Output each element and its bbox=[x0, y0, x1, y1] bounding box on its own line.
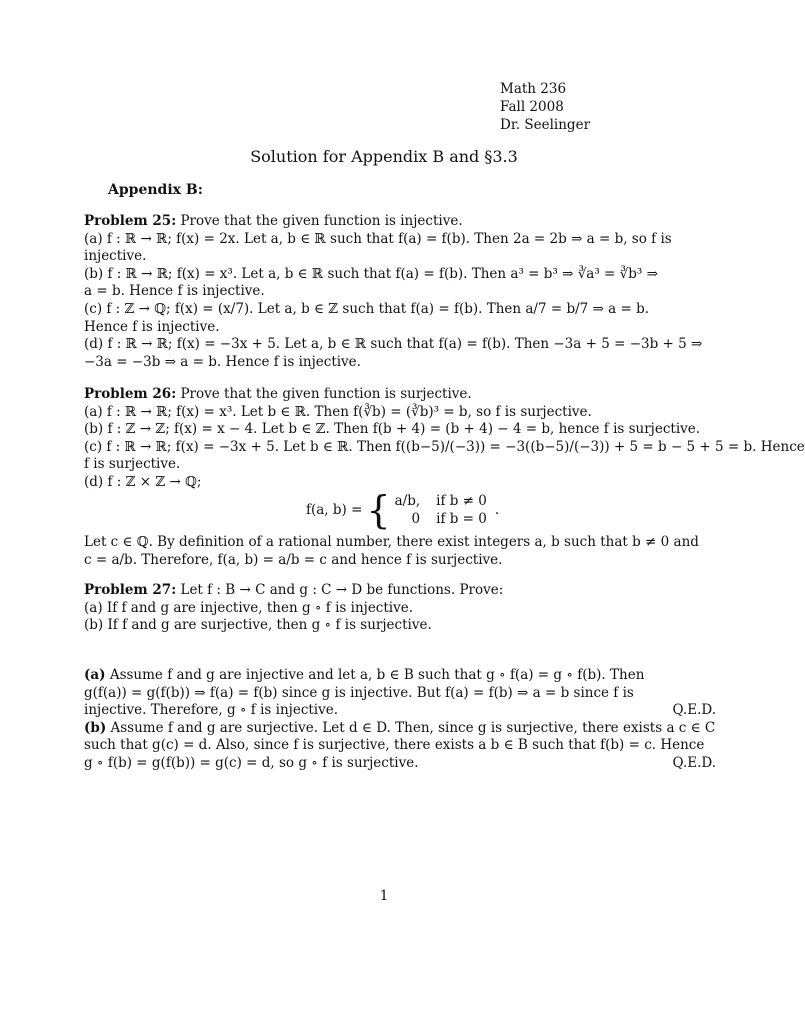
problem-statement: Let f : B → C and g : C → D be functions. Prove: bbox=[176, 582, 504, 598]
left-brace: { bbox=[366, 488, 391, 532]
proof-a-text: Assume f and g are injective and let a, b ∈ B such that g ∘ f(a) = g ∘ f(b). Then bbox=[105, 667, 645, 683]
case-1-condition: if b ≠ 0 bbox=[436, 493, 487, 509]
case-2-condition: if b = 0 bbox=[436, 511, 487, 527]
text-line: (a) If f and g are injective, then g ∘ f is injective. bbox=[84, 599, 414, 616]
text-line: (a) f : ℝ → ℝ; f(x) = x³. Let b ∈ ℝ. Then f(∛b) = (∛b)³ = b, so f is surjective. bbox=[84, 403, 592, 420]
text-line: Hence f is injective. bbox=[84, 318, 220, 335]
problem-26-header bbox=[84, 386, 716, 404]
problem-26-conclusion bbox=[84, 534, 716, 569]
problem-label: Problem 26: bbox=[84, 386, 177, 402]
piecewise-lhs: f(a, b) = bbox=[306, 502, 363, 518]
proof-b-end bbox=[84, 755, 716, 773]
case-2-value: 0 bbox=[411, 511, 421, 527]
proof-b-label: (b) bbox=[84, 719, 107, 736]
qed-mark: Q.E.D. bbox=[672, 754, 716, 771]
text-line: g(f(a)) = g(f(b)) ⇒ f(a) = f(b) since g is injective. But f(a) = f(b) ⇒ a = b since f is bbox=[84, 684, 634, 701]
piecewise-definition bbox=[306, 488, 500, 532]
text-line: f is surjective. bbox=[84, 456, 181, 473]
text-line: injective. bbox=[84, 248, 147, 265]
problem-label: Problem 27: bbox=[84, 582, 177, 598]
text-line: such that g(c) = d. Also, since f is surjective, there exists a b ∈ B such that f(b) = c. Hence bbox=[84, 737, 705, 754]
problem-27-header bbox=[84, 582, 716, 600]
text-line: g ∘ f(b) = g(f(b)) = g(c) = d, so g ∘ f is surjective. bbox=[84, 754, 419, 771]
text-line: (b) f : ℝ → ℝ; f(x) = x³. Let a, b ∈ ℝ such that f(a) = f(b). Then a³ = b³ ⇒ ∛a³ = ∛b³ ⇒ bbox=[84, 265, 658, 282]
problem-label: Problem 25: bbox=[84, 213, 177, 229]
text-line: a = b. Hence f is injective. bbox=[84, 283, 265, 300]
problem-25 bbox=[84, 213, 716, 371]
problem-statement: Prove that the given function is injective. bbox=[176, 213, 463, 229]
problem-26 bbox=[84, 386, 805, 492]
proof-a-line bbox=[84, 667, 716, 685]
text-line: (c) f : ℝ → ℝ; f(x) = −3x + 5. Let b ∈ ℝ. Then f((b−5)/(−3)) = −3((b−5)/(−3)) + 5 = b − 5 + 5 = b. Hence bbox=[84, 438, 805, 455]
document-title: Solution for Appendix B and §3.3 bbox=[250, 147, 518, 166]
text-line: injective. Therefore, g ∘ f is injective. bbox=[84, 702, 339, 719]
text-line: −3a = −3b ⇒ a = b. Hence f is injective. bbox=[84, 353, 361, 370]
piecewise-cases bbox=[395, 493, 487, 527]
problem-25-header bbox=[84, 213, 716, 231]
text-line: (d) f : ℝ → ℝ; f(x) = −3x + 5. Let a, b ∈ ℝ such that f(a) = f(b). Then −3a + 5 = −3b + 5 ⇒ bbox=[84, 336, 703, 353]
proof-a-end bbox=[84, 702, 716, 720]
proof-a-label: (a) bbox=[84, 667, 106, 683]
course-header bbox=[500, 80, 590, 134]
text-line: (b) f : ℤ → ℤ; f(x) = x − 4. Let b ∈ ℤ. Then f(b + 4) = (b + 4) − 4 = b, hence f is surjective. bbox=[84, 421, 701, 438]
proof-b-text: Assume f and g are surjective. Let d ∈ D. Then, since g is surjective, there exists a c ∈ C bbox=[106, 719, 716, 736]
case-1-value: a/b, bbox=[394, 493, 421, 509]
problem-statement: Prove that the given function is surjective. bbox=[176, 386, 472, 402]
page-number: 1 bbox=[379, 888, 389, 904]
course-name: Math 236 bbox=[500, 81, 567, 97]
problem-27 bbox=[84, 582, 716, 635]
text-line: (d) f : ℤ × ℤ → ℚ; bbox=[84, 473, 202, 490]
text-line: (c) f : ℤ → ℚ; f(x) = (x/7). Let a, b ∈ ℤ such that f(a) = f(b). Then a/7 = b/7 ⇒ a = b. bbox=[84, 300, 650, 317]
qed-mark: Q.E.D. bbox=[672, 702, 716, 719]
text-line: (a) f : ℝ → ℝ; f(x) = 2x. Let a, b ∈ ℝ such that f(a) = f(b). Then 2a = 2b ⇒ a = b, so f is bbox=[84, 230, 672, 247]
instructor: Dr. Seelinger bbox=[500, 117, 591, 133]
section-heading: Appendix B: bbox=[108, 182, 203, 198]
term: Fall 2008 bbox=[500, 99, 564, 115]
piecewise-period: . bbox=[494, 502, 500, 518]
proof-b-line bbox=[84, 720, 716, 738]
proof bbox=[84, 667, 716, 773]
text-line: Let c ∈ ℚ. By definition of a rational number, there exist integers a, b such that b ≠ 0 and bbox=[84, 534, 699, 550]
text-line: (b) If f and g are surjective, then g ∘ f is surjective. bbox=[84, 617, 432, 634]
text-line: c = a/b. Therefore, f(a, b) = a/b = c and hence f is surjective. bbox=[84, 551, 503, 568]
